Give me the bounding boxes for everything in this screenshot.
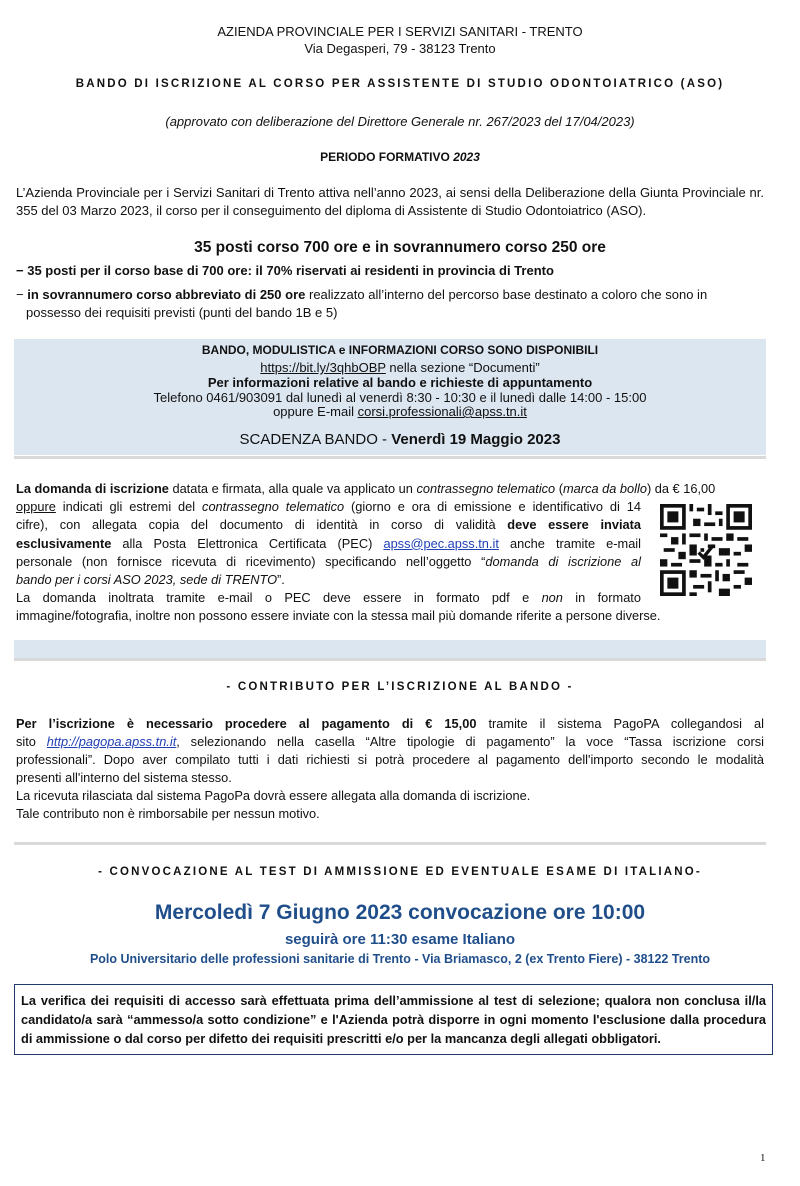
app-text: cifre), con allegata copia del documento di identità in corso di validità	[16, 517, 508, 533]
pec-email-link[interactable]: apss@pec.apss.tn.it	[383, 535, 499, 551]
org-address: Via Degasperi, 79 - 38123 Trento	[304, 41, 496, 56]
app-bold-1: La domanda di iscrizione	[16, 481, 169, 496]
info-email-link[interactable]: corsi.professionali@apss.tn.it	[357, 404, 527, 419]
contribution-paragraph	[16, 715, 764, 823]
convocation-heading: - CONVOCAZIONE AL TEST DI AMMISSIONE ED EVENTUALE ESAME DI ITALIANO-	[98, 866, 702, 878]
bullet-1-text: 35 posti per il corso base di 700 ore: il 70% riservati ai residenti in provincia di Trento	[27, 263, 554, 278]
bullet-dash: −	[16, 287, 24, 302]
deadline-line	[0, 431, 800, 448]
app-text: alla Posta Elettronica Certificata (PEC)	[111, 535, 384, 551]
app-text: La domanda inoltrata tramite e-mail o PEC deve essere in formato pdf e	[16, 590, 542, 606]
deadline-date: Venerdì 19 Maggio 2023	[391, 431, 561, 448]
contrib-text: sito	[16, 734, 47, 749]
bullet-2-bold: in sovrannumero corso abbreviato di 250 ore	[27, 287, 306, 302]
app-italic: contrassegno telematico	[416, 481, 556, 496]
period-label: PERIODO FORMATIVO	[320, 150, 450, 164]
contribution-rule	[14, 842, 766, 845]
app-text: ”.	[277, 572, 285, 588]
app-text: indicati gli estremi del	[55, 499, 203, 515]
contrib-text: professionali”. Dopo aver compilato tutti i dati richiesti si potrà procedere al pagamento dell'importo secondo le modalità	[16, 752, 764, 767]
app-text: personale (non fornisce ricevuta di ricevimento) specificando nell’oggetto “	[16, 553, 486, 569]
app-text: (giorno e ora di emissione e identificativo di 14	[344, 499, 641, 515]
contrib-bold: Per l’iscrizione è necessario procedere al pagamento di € 15,00	[16, 716, 477, 731]
app-text: ) da € 16,00	[646, 481, 716, 496]
app-bold: esclusivamente	[16, 535, 112, 551]
info-link-line	[0, 360, 800, 375]
app-text: anche tramite e-mail	[498, 535, 641, 551]
training-period	[0, 150, 800, 164]
app-underline: oppure	[16, 499, 56, 515]
contribution-heading: - CONTRIBUTO PER L’ISCRIZIONE AL BANDO -	[226, 681, 574, 693]
document-title: BANDO DI ISCRIZIONE AL CORSO PER ASSISTENTE DI STUDIO ODONTOIATRICO (ASO)	[75, 78, 725, 90]
section-band-rule	[14, 658, 766, 661]
info-appointments: Per informazioni relative al bando e richieste di appuntamento	[207, 375, 593, 390]
app-text: (	[555, 481, 564, 496]
requirements-note: La verifica dei requisiti di accesso sarà effettuata prima dell’ammissione al test di selezione; qualora non conclusa il/la candidato/a sarà “ammesso/a sotto condizione” e l'Azienda potrà disporre in ogni momento l'esclusione dalla procedura di ammissione o dal corso per difetto dei requisiti prescritti e/o per la mancanza degli allegati obbligatori.	[14, 984, 773, 1055]
contrib-text: La ricevuta rilasciata dal sistema PagoPa dovrà essere allegata alla domanda di iscrizione.	[16, 788, 531, 803]
info-available: BANDO, MODULISTICA e INFORMAZIONI CORSO SONO DISPONIBILI	[201, 343, 599, 357]
page-number: 1	[760, 1152, 766, 1164]
posts-bullet-2-line2: possesso dei requisiti previsti (punti del bando 1B e 5)	[26, 305, 338, 320]
info-box-rule	[14, 456, 766, 459]
qr-code-icon	[660, 504, 752, 596]
exam-location: Polo Universitario delle professioni sanitarie di Trento - Via Briamasco, 2 (ex Trento Fiere) - 38122 Trento	[89, 952, 711, 966]
app-text: datata e firmata, alla quale va applicato un	[168, 481, 417, 496]
app-italic: domanda di iscrizione al	[485, 553, 641, 569]
application-paragraph	[16, 480, 764, 626]
pagopa-link[interactable]: http://pagopa.apss.tn.it	[46, 734, 177, 749]
app-text: immagine/fotografia, inoltre non possono essere inviate con la stessa mail più domande riferite a persone diverse.	[16, 608, 661, 624]
org-name: AZIENDA PROVINCIALE PER I SERVIZI SANITARI - TRENTO	[217, 24, 583, 39]
bullet-dash: −	[16, 263, 24, 278]
contrib-text: Tale contributo non è rimborsabile per nessun motivo.	[16, 806, 320, 821]
posts-bullet-2	[16, 287, 764, 302]
documents-link[interactable]: https://bit.ly/3qhbOBP	[260, 360, 386, 375]
app-text: in formato	[562, 590, 641, 606]
posts-bullet-1	[16, 263, 554, 278]
info-email-prefix: oppure E-mail	[273, 404, 358, 419]
app-italic: marca da bollo	[563, 481, 647, 496]
intro-paragraph: L’Azienda Provinciale per i Servizi Sanitari di Trento attiva nell’anno 2023, ai sensi della Deliberazione della Giunta Provinciale nr. 355 del 03 Marzo 2023, il corso per il conseguimento del diploma di Assistente di Studio Odontoiatrico (ASO).	[16, 185, 764, 218]
app-italic: non	[541, 590, 563, 606]
documents-section: nella sezione “Documenti”	[385, 360, 540, 375]
app-italic: bando per i corsi ASO 2023, sede di TRENTO	[16, 572, 278, 588]
app-bold: deve essere inviata	[507, 517, 642, 533]
italian-exam-time: seguirà ore 11:30 esame Italiano	[284, 931, 516, 948]
approval-note: (approvato con deliberazione del Direttore Generale nr. 267/2023 del 17/04/2023)	[165, 114, 635, 129]
app-italic: contrassegno telematico	[202, 499, 345, 515]
section-band	[14, 640, 766, 658]
deadline-label: SCADENZA BANDO -	[239, 431, 392, 448]
period-year: 2023	[453, 150, 480, 164]
contrib-text: tramite il sistema PagoPA collegandosi al	[476, 716, 764, 731]
contrib-text: presenti all'interno del sistema stesso.	[16, 770, 232, 785]
info-phone: Telefono 0461/903091 dal lunedì al venerdì 8:30 - 10:30 e il lunedì dalle 14:00 - 15:00	[153, 390, 647, 405]
posts-heading: 35 posti corso 700 ore e in sovrannumero corso 250 ore	[194, 239, 606, 256]
convocation-date: Mercoledì 7 Giugno 2023 convocazione ore 10:00	[154, 901, 646, 924]
contrib-text: , selezionando nella casella “Altre tipologie di pagamento” la voce “Tassa iscrizione corsi	[176, 734, 764, 749]
bullet-2-rest: realizzato all’interno del percorso base destinato a coloro che sono in	[305, 287, 708, 302]
info-email-line	[0, 404, 800, 419]
